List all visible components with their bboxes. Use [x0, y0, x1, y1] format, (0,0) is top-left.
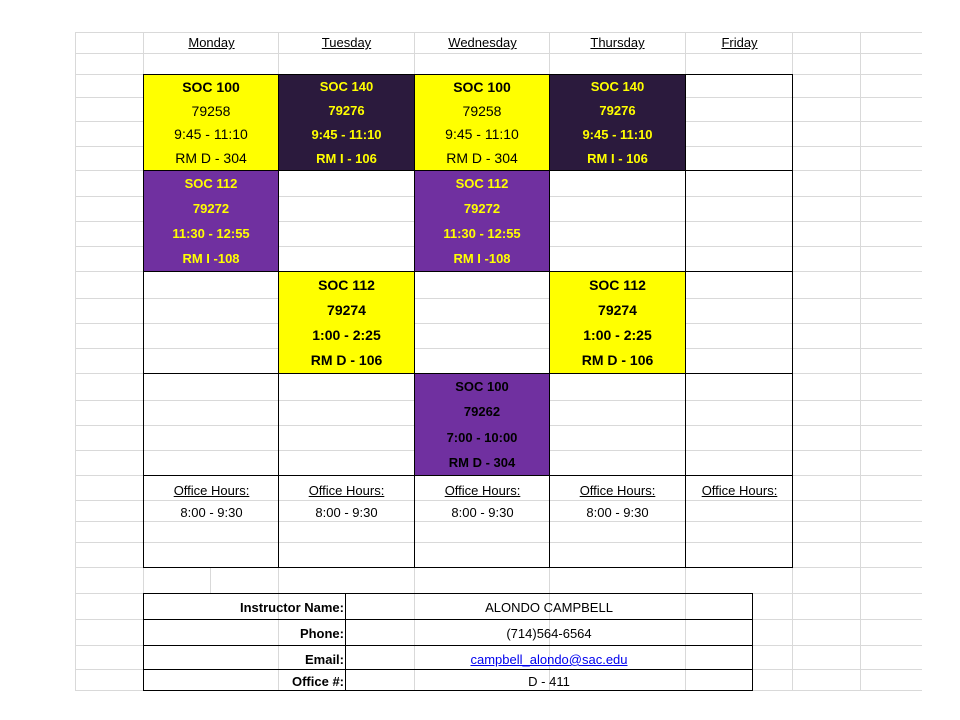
- email-link[interactable]: campbell_alondo@sac.edu: [470, 652, 628, 667]
- class-block-tuesday-soc140[interactable]: [279, 75, 414, 170]
- class-block-monday-soc112[interactable]: [144, 171, 278, 271]
- day-header-tuesday: Tuesday: [321, 35, 372, 50]
- course-time: 9:45 - 11:10: [174, 126, 248, 143]
- course-room: RM I -108: [182, 251, 240, 266]
- course-code: 79274: [327, 301, 366, 318]
- phone-value: (714)564-6564: [506, 626, 592, 641]
- instructor-name-value: ALONDO CAMPBELL: [485, 600, 613, 615]
- course-name: SOC 112: [318, 276, 375, 293]
- office-hours-label-thursday: Office Hours:: [579, 483, 656, 498]
- course-time: 9:45 - 11:10: [445, 126, 519, 143]
- course-time: 11:30 - 12:55: [172, 226, 250, 241]
- course-name: SOC 100: [182, 78, 240, 95]
- email-label: Email:: [304, 652, 344, 667]
- class-block-thursday-soc140[interactable]: [550, 75, 685, 170]
- instructor-name-label: Instructor Name:: [239, 600, 344, 615]
- course-room: RM D - 304: [448, 454, 516, 470]
- course-code: 79262: [463, 404, 501, 420]
- course-room: RM D - 304: [446, 150, 518, 167]
- class-block-wednesday-soc112[interactable]: [415, 171, 549, 271]
- course-code: 79258: [191, 102, 231, 119]
- day-header-wednesday: Wednesday: [448, 35, 517, 50]
- course-code: 79258: [462, 102, 502, 119]
- office-hours-time-wednesday: 8:00 - 9:30: [451, 505, 514, 520]
- course-room: RM I - 106: [316, 150, 377, 166]
- course-room: RM D - 106: [310, 352, 383, 369]
- class-block-monday-soc100[interactable]: [144, 75, 278, 170]
- course-code: 79272: [463, 201, 501, 216]
- course-room: RM I - 106: [587, 150, 648, 166]
- office-number-value: D - 411: [528, 674, 570, 689]
- course-code: 79272: [192, 201, 230, 216]
- office-hours-time-tuesday: 8:00 - 9:30: [315, 505, 378, 520]
- course-name: SOC 112: [184, 176, 238, 191]
- day-header-friday: Friday: [721, 35, 758, 50]
- office-hours-time-monday: 8:00 - 9:30: [180, 505, 243, 520]
- course-time: 1:00 - 2:25: [312, 327, 381, 344]
- course-code: 79276: [599, 103, 636, 119]
- class-block-wednesday-evening-soc100[interactable]: [415, 374, 549, 475]
- course-name: SOC 100: [453, 78, 511, 95]
- office-hours-label-monday: Office Hours:: [173, 483, 250, 498]
- course-time: 1:00 - 2:25: [583, 327, 652, 344]
- office-number-label: Office #:: [291, 674, 344, 689]
- class-block-wednesday-soc100[interactable]: [415, 75, 549, 170]
- day-header-monday: Monday: [188, 35, 235, 50]
- class-block-tuesday-soc112[interactable]: [279, 272, 414, 373]
- office-hours-label-tuesday: Office Hours:: [308, 483, 385, 498]
- course-room: RM D - 106: [581, 352, 654, 369]
- course-time: 9:45 - 11:10: [311, 126, 382, 142]
- course-time: 11:30 - 12:55: [443, 226, 521, 241]
- day-header-thursday: Thursday: [590, 35, 645, 50]
- office-hours-label-wednesday: Office Hours:: [444, 483, 521, 498]
- office-hours-label-friday: Office Hours:: [701, 483, 778, 498]
- email-cell: [346, 652, 752, 667]
- course-code: 79274: [598, 301, 637, 318]
- class-block-thursday-soc112[interactable]: [550, 272, 685, 373]
- course-time: 9:45 - 11:10: [582, 126, 653, 142]
- course-name: SOC 140: [590, 79, 645, 95]
- course-room: RM D - 304: [175, 150, 247, 167]
- course-name: SOC 112: [455, 176, 509, 191]
- course-code: 79276: [328, 103, 365, 119]
- course-name: SOC 100: [455, 379, 509, 395]
- office-hours-time-thursday: 8:00 - 9:30: [586, 505, 649, 520]
- phone-label: Phone:: [299, 626, 344, 641]
- course-name: SOC 140: [319, 79, 374, 95]
- course-name: SOC 112: [589, 276, 646, 293]
- course-time: 7:00 - 10:00: [446, 429, 518, 445]
- course-room: RM I -108: [453, 251, 511, 266]
